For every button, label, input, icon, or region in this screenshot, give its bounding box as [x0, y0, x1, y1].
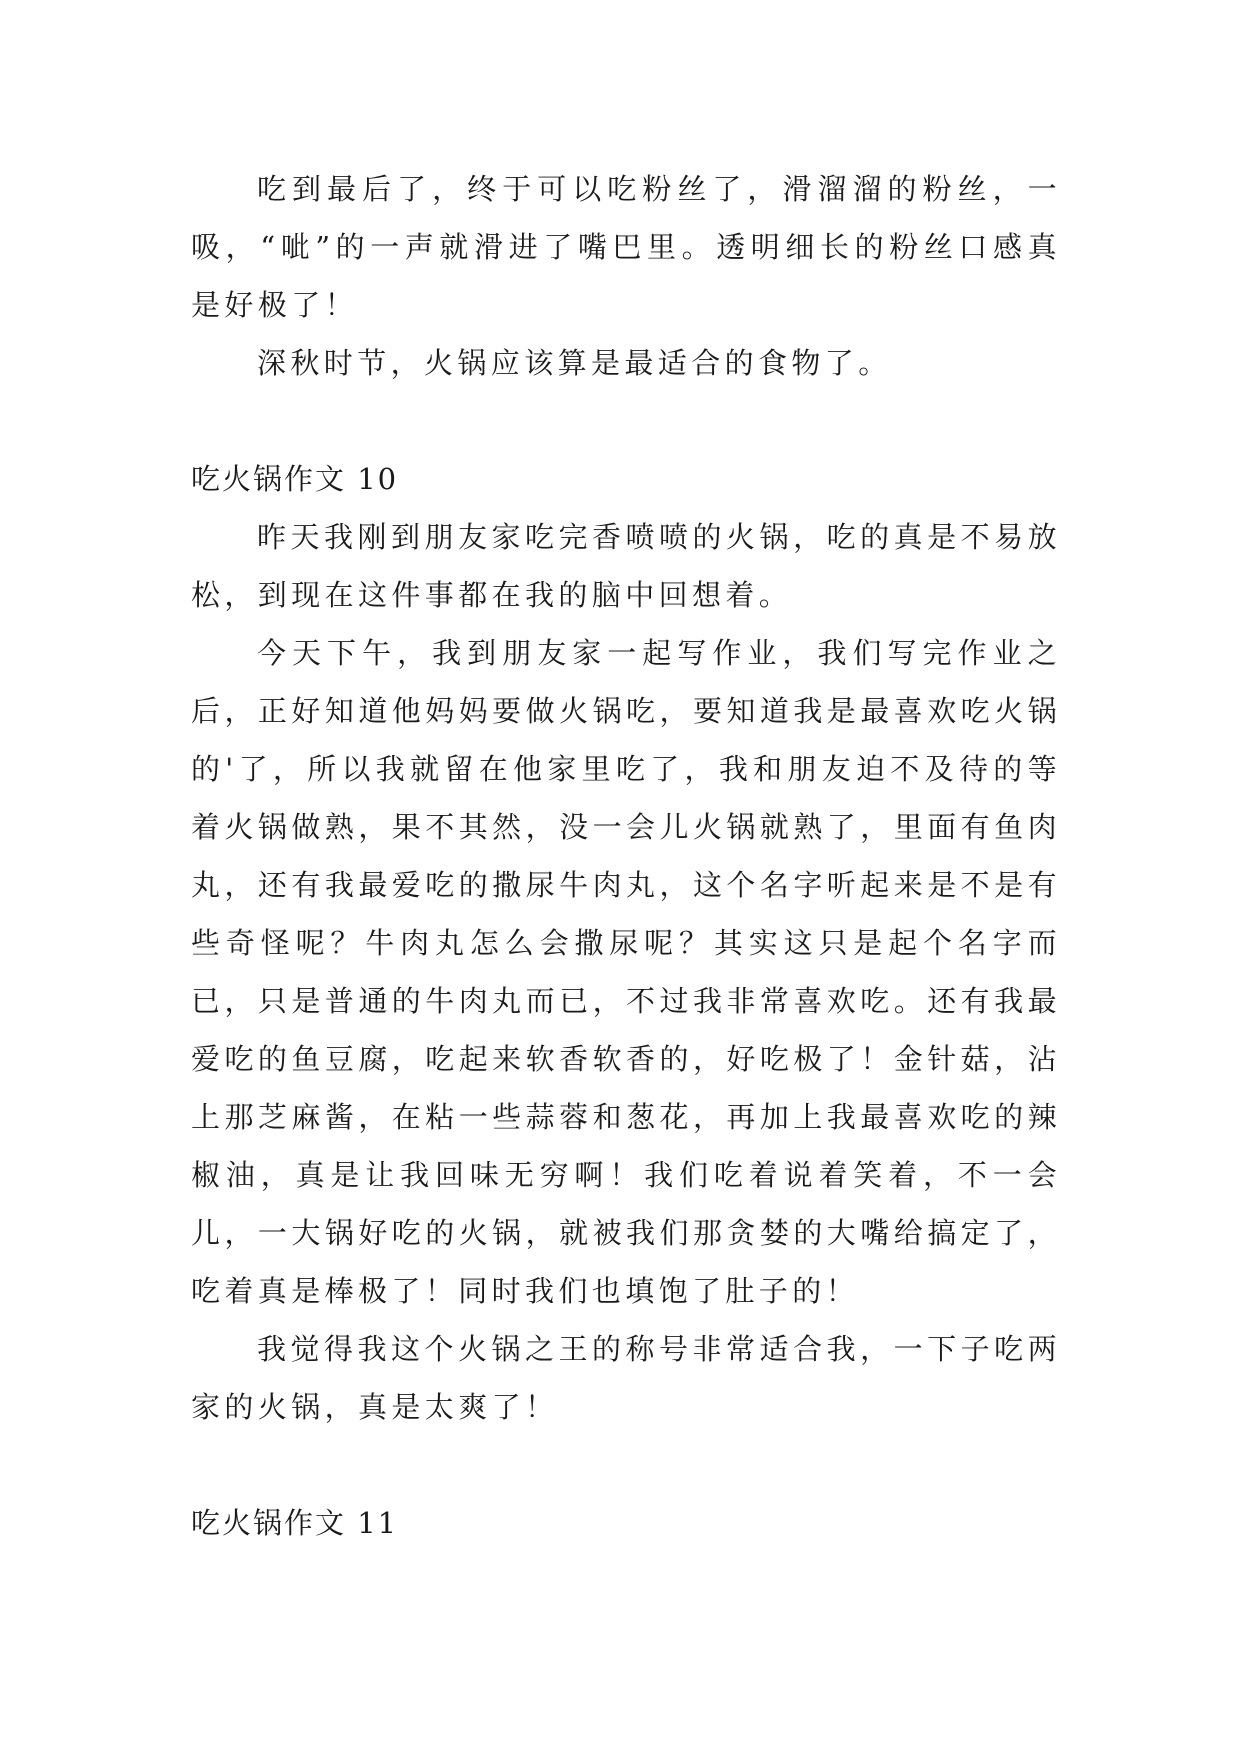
paragraph-hotpot-king: 我觉得我这个火锅之王的称号非常适合我，一下子吃两家的火锅，真是太爽了！ — [191, 1332, 1061, 1424]
section-gap — [191, 392, 1061, 450]
paragraph-vermicelli: 吃到最后了，终于可以吃粉丝了，滑溜溜的粉丝，一吸，“呲”的一声就滑进了嘴巴里。透明细长的粉丝口感真是好极了！ — [191, 172, 1061, 322]
document-body — [191, 160, 1061, 1552]
paragraph-late-autumn: 深秋时节，火锅应该算是最适合的食物了。 — [257, 346, 892, 380]
section-heading-11: 吃火锅作文 11 — [191, 1506, 399, 1540]
section-heading-10: 吃火锅作文 10 — [191, 462, 399, 496]
section-gap — [191, 1436, 1061, 1494]
paragraph-afternoon: 今天下午，我到朋友家一起写作业，我们写完作业之后，正好知道他妈妈要做火锅吃，要知道我是最喜欢吃火锅的'了，所以我就留在他家里吃了，我和朋友迫不及待的等着火锅做熟，果不其然，没一会儿火锅就熟了，里面有鱼肉丸，还有我最爱吃的撒尿牛肉丸，这个名字听起来是不是有些奇怪呢？牛肉丸怎么会撒尿呢？其实这只是起个名字而已，只是普通的牛肉丸而已，不过我非常喜欢吃。还有我最爱吃的鱼豆腐，吃起来软香软香的，好吃极了！金针菇，沾上那芝麻酱，在粘一些蒜蓉和葱花，再加上我最喜欢吃的辣椒油，真是让我回味无穷啊！我们吃着说着笑着，不一会儿，一大锅好吃的火锅，就被我们那贪婪的大嘴给搞定了，吃着真是棒极了！同时我们也填饱了肚子的！ — [191, 636, 1061, 1308]
paragraph-yesterday: 昨天我刚到朋友家吃完香喷喷的火锅，吃的真是不易放松，到现在这件事都在我的脑中回想着。 — [191, 520, 1061, 612]
